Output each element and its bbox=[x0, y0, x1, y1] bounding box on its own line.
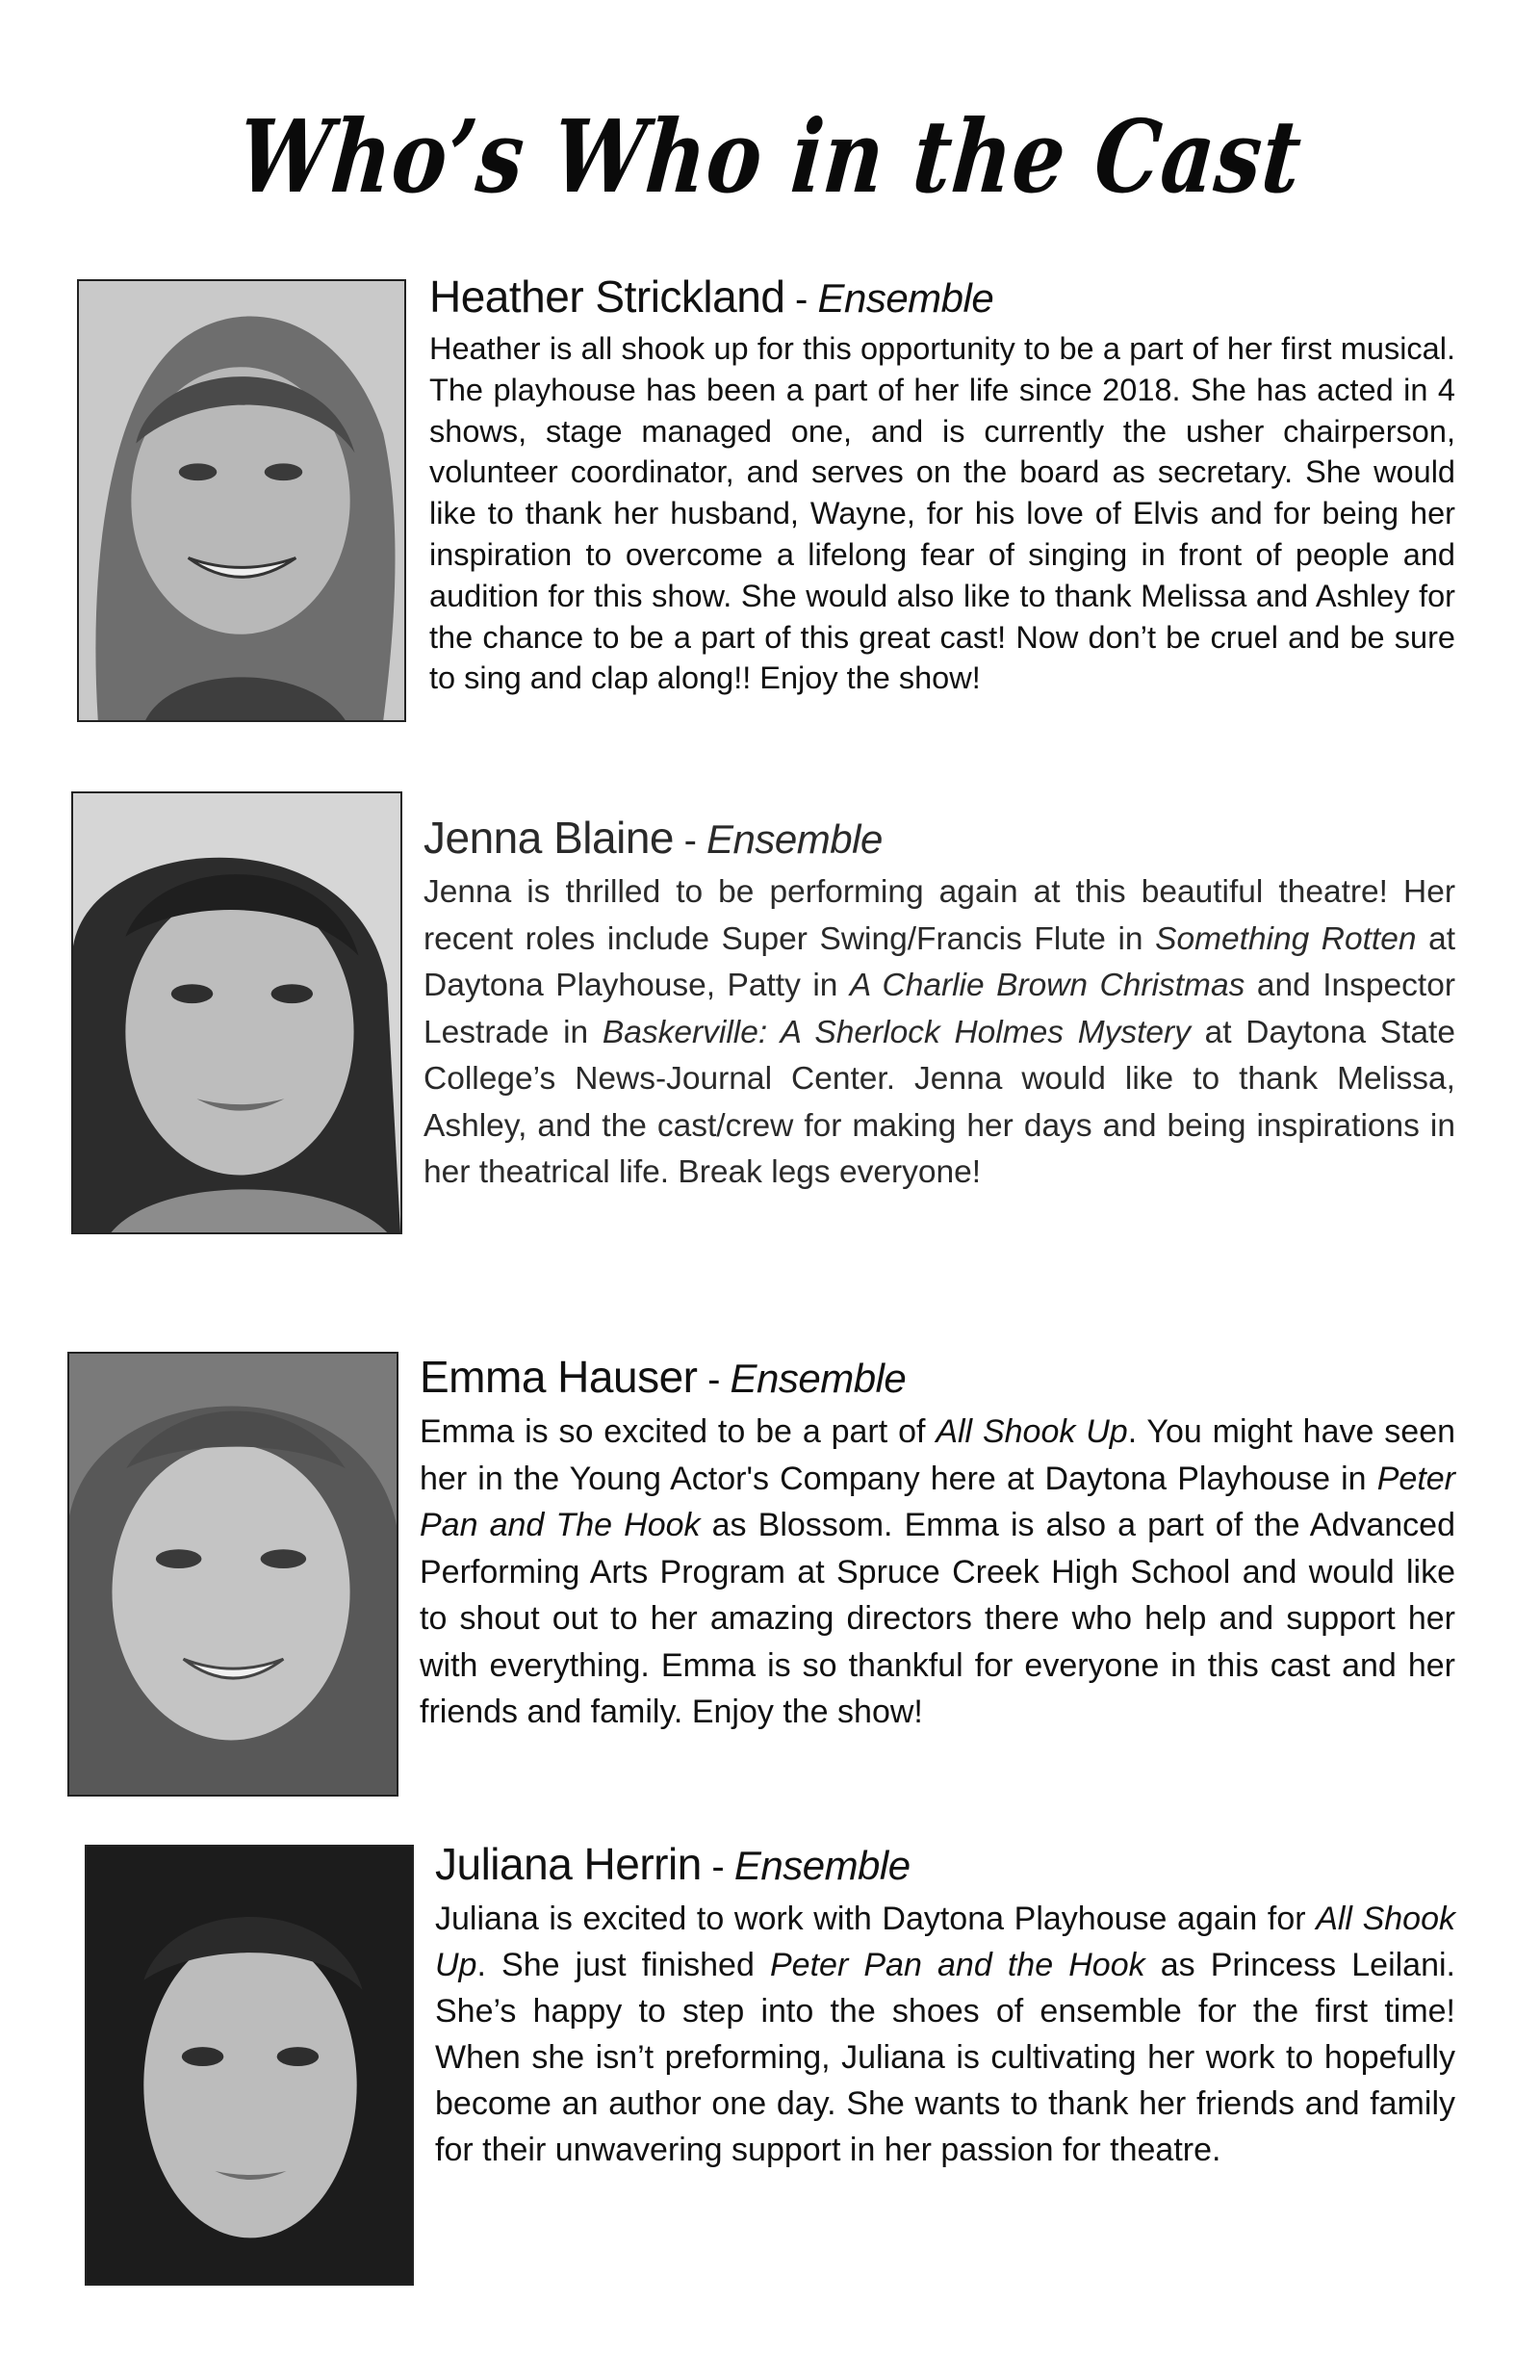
title-italic: Peter Pan and the Hook bbox=[770, 1947, 1145, 1983]
title-italic: Baskerville: A Sherlock Holmes Mystery bbox=[602, 1014, 1191, 1050]
cast-role: Ensemble bbox=[706, 816, 883, 862]
name-separator: - bbox=[673, 819, 707, 862]
bio-run: at Daytona Playhouse, Patty in bbox=[424, 920, 1456, 1003]
cast-name: Heather Strickland bbox=[429, 272, 785, 322]
bio-run: as Blossom. Emma is also a part of the Advanced Performing Arts Program at Spruce Creek High School and would like to shout out to her amazing directors there who help and support her with everything. Emma is so thankful for everyone in this cast and her friends and family. Enjoy the show! bbox=[420, 1507, 1456, 1730]
bio-run: Emma is so excited to be a part of bbox=[420, 1413, 937, 1450]
cast-role: Ensemble bbox=[733, 1843, 911, 1888]
headshot-photo bbox=[71, 791, 402, 1234]
bio-run: Heather is all shook up for this opportunity to be a part of her first musical. The playhouse has been a part of her life since 2018. She has acted in 4 shows, stage managed one, and is currently the usher chairperson, volunteer coordinator, and serves on the board as secretary. She would like to thank her husband, Wayne, for his love of Elvis and for being her inspiration to overcome a lifelong fear of singing in front of people and audition for this show. She would also like to thank Melissa and Ashley for the chance to be a part of this great cast! Now don’t be cruel and be sure to sing and clap along!! Enjoy the show! bbox=[429, 331, 1455, 696]
bio-run: . She just finished bbox=[476, 1947, 770, 1983]
page-title: Who’s Who in the Cast bbox=[233, 97, 1307, 216]
cast-member bbox=[420, 1348, 1455, 1736]
cast-bio bbox=[420, 1409, 1455, 1736]
cast-member bbox=[424, 809, 1455, 1197]
cast-bio bbox=[424, 869, 1455, 1197]
cast-name-line bbox=[420, 1348, 1455, 1409]
cast-name-line bbox=[424, 809, 1455, 869]
headshot-photo bbox=[77, 279, 406, 722]
bio-run: at Daytona State College’s News-Journal Center. Jenna would like to thank Melissa, Ashley, and the cast/crew for making her days and being inspirations in her theatrical life. Break legs everyone! bbox=[424, 1014, 1455, 1190]
cast-name-line bbox=[435, 1835, 1455, 1896]
cast-name: Jenna Blaine bbox=[424, 813, 674, 863]
name-separator: - bbox=[784, 278, 818, 321]
title-italic: All Shook Up bbox=[936, 1413, 1128, 1450]
cast-bio bbox=[435, 1896, 1455, 2173]
title-italic: Something Rotten bbox=[1155, 920, 1417, 957]
name-separator: - bbox=[697, 1358, 731, 1401]
headshot-photo bbox=[85, 1845, 414, 2286]
bio-run: Jenna is thrilled to be performing again at this beautiful theatre! Her recent roles include Super Swing/Francis Flute in bbox=[424, 874, 1455, 957]
bio-run: Juliana is excited to work with Daytona Playhouse again for bbox=[435, 1901, 1317, 1937]
cast-member bbox=[435, 1835, 1455, 2173]
cast-bio bbox=[429, 328, 1455, 699]
bio-run: as Princess Leilani. She’s happy to step into the shoes of ensemble for the first time! When she isn’t preforming, Juliana is cultivating her work to hopefully become an author one day. She wants to thank her friends and family for their unwavering support in her passion for theatre. bbox=[435, 1947, 1455, 2168]
bio-run: . You might have seen her in the Young Actor's Company here at Daytona Playhouse in bbox=[420, 1413, 1456, 1497]
cast-role: Ensemble bbox=[817, 275, 994, 321]
title-italic: A Charlie Brown Christmas bbox=[849, 968, 1245, 1003]
cast-role: Ensemble bbox=[730, 1356, 907, 1401]
title-italic: Peter Pan and The Hook bbox=[420, 1460, 1455, 1543]
name-separator: - bbox=[701, 1846, 734, 1888]
cast-name: Juliana Herrin bbox=[435, 1839, 702, 1889]
bio-run: and Inspector Lestrade in bbox=[424, 968, 1455, 1050]
title-italic: All Shook Up bbox=[435, 1901, 1456, 1983]
headshot-photo bbox=[67, 1352, 398, 1797]
cast-name-line bbox=[429, 268, 1455, 328]
cast-name: Emma Hauser bbox=[420, 1352, 698, 1402]
cast-member bbox=[429, 268, 1455, 699]
